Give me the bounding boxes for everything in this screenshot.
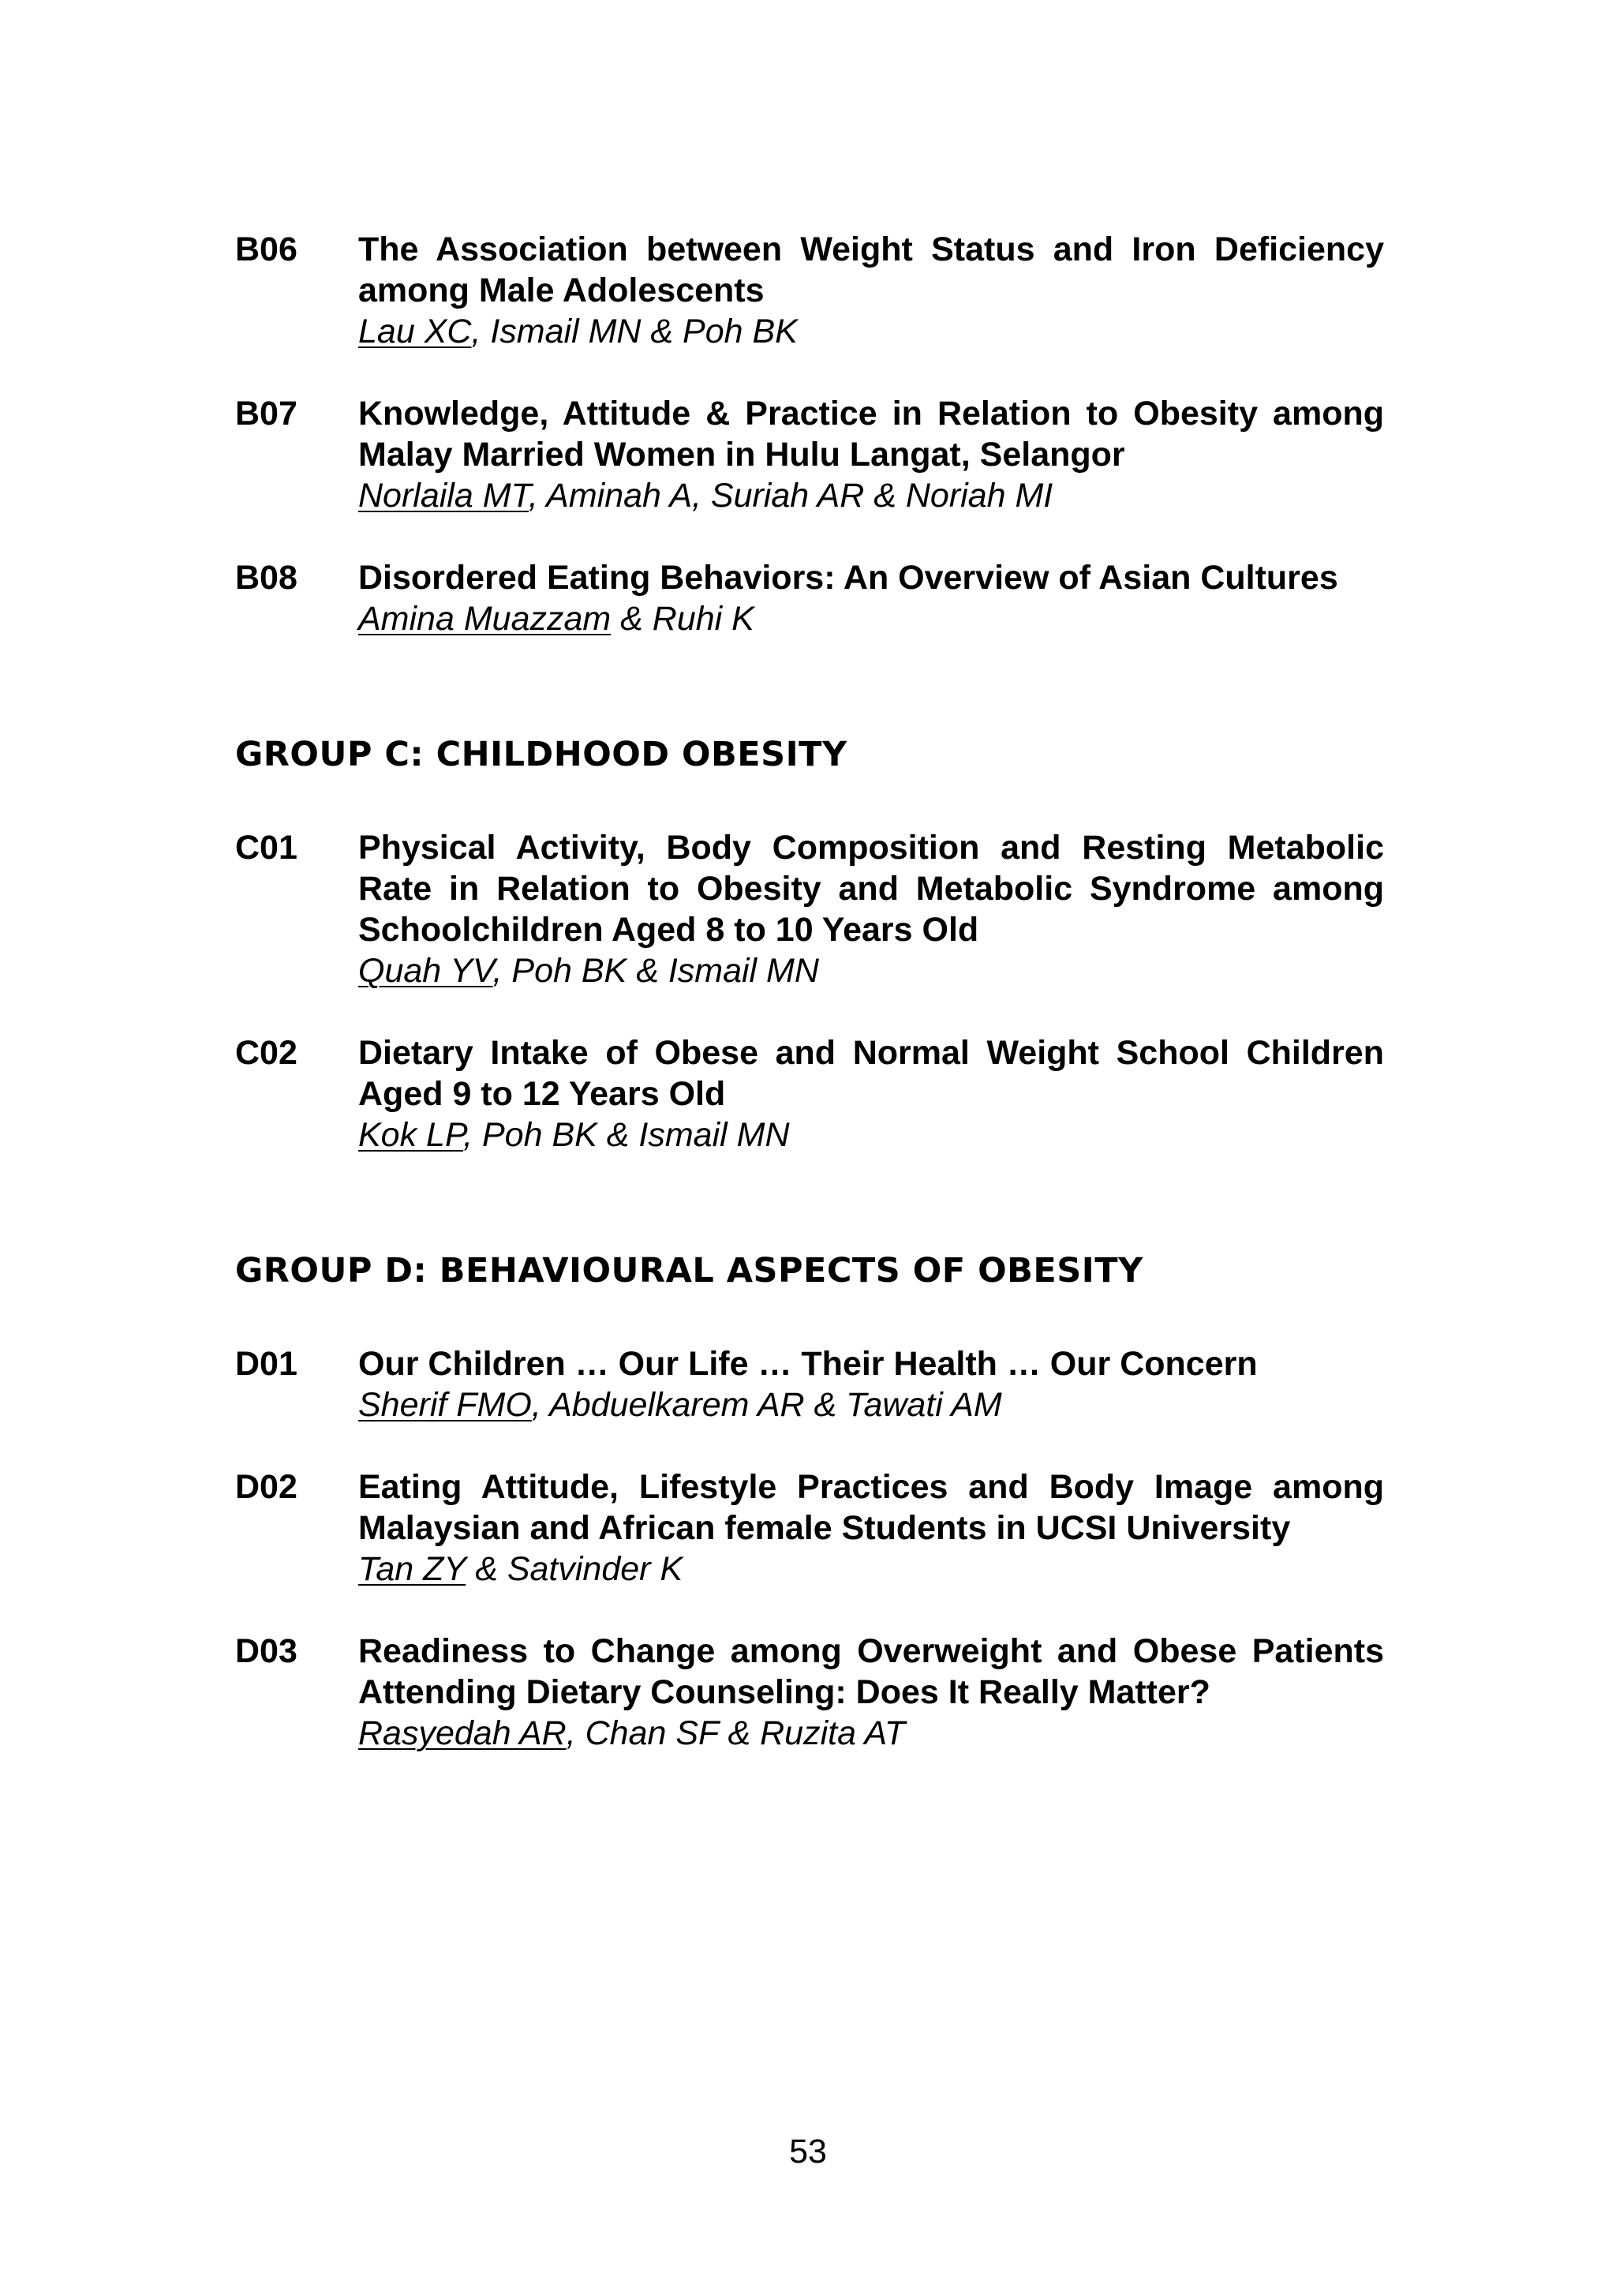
- entry-authors: [358, 1549, 1384, 1590]
- entry-body: [358, 1631, 1384, 1754]
- entry-title: Physical Activity, Body Composition and Resting Metabolic Rate in Relation to Obesity and Metabolic Syndrome among Schoolchildren Aged 8 to 10 Years Old: [358, 829, 1384, 949]
- co-authors: , Poh BK & Ismail MN: [463, 1116, 790, 1154]
- co-authors: , Chan SF & Ruzita AT: [566, 1714, 906, 1752]
- entry-title: Disordered Eating Behaviors: An Overview of Asian Cultures: [358, 559, 1338, 597]
- entry-code: C02: [235, 1034, 297, 1072]
- presenting-author: Amina Muazzam: [358, 600, 612, 638]
- entry-title: The Association between Weight Status and Iron Deficiency among Male Adolescents: [358, 230, 1384, 309]
- group-heading: GROUP C: CHILDHOOD OBESITY: [235, 735, 847, 774]
- entry-title: Readiness to Change among Overweight and Obese Patients Attending Dietary Counseling: Does It Really Matter?: [358, 1632, 1384, 1711]
- entry-body: [358, 229, 1384, 352]
- abstract-entry: [235, 1631, 1384, 1754]
- entry-authors: [358, 950, 1384, 991]
- presenting-author: Tan ZY: [358, 1550, 466, 1588]
- abstract-entry: [235, 827, 1384, 991]
- abstract-entry: [235, 1032, 1384, 1155]
- entry-authors: [358, 475, 1384, 516]
- co-authors: , Ismail MN & Poh BK: [471, 313, 798, 350]
- page-number: 53: [789, 2133, 827, 2171]
- entry-body: [358, 827, 1384, 991]
- abstract-entry: [235, 393, 1384, 516]
- entry-title: Our Children … Our Life … Their Health … Our Concern: [358, 1345, 1258, 1383]
- presenting-author: Rasyedah AR: [358, 1714, 567, 1752]
- entry-code: D01: [235, 1345, 297, 1383]
- entry-title: Eating Attitude, Lifestyle Practices and Body Image among Malaysian and African female Students in UCSI University: [358, 1468, 1384, 1547]
- co-authors: & Ruhi K: [611, 600, 754, 638]
- entry-code: B08: [235, 559, 297, 597]
- presenting-author: Norlaila MT: [358, 477, 529, 515]
- section-group-c: [235, 734, 1384, 1155]
- co-authors: , Abduelkarem AR & Tawati AM: [531, 1386, 1002, 1424]
- section-group-d: [235, 1250, 1384, 1754]
- entry-code: B07: [235, 395, 297, 433]
- entry-authors: [358, 1114, 1384, 1155]
- co-authors: , Poh BK & Ismail MN: [492, 952, 819, 990]
- entry-title: Dietary Intake of Obese and Normal Weight School Children Aged 9 to 12 Years Old: [358, 1034, 1384, 1113]
- entry-authors: [358, 311, 1384, 352]
- entry-body: [358, 557, 1384, 639]
- entry-body: [358, 393, 1384, 516]
- co-authors: , Aminah A, Suriah AR & Noriah MI: [528, 477, 1053, 515]
- entry-authors: [358, 598, 1384, 639]
- presenting-author: Kok LP: [358, 1116, 464, 1154]
- entry-code: D02: [235, 1468, 297, 1506]
- entry-code: D03: [235, 1632, 297, 1670]
- entry-body: [358, 1343, 1384, 1425]
- entry-body: [358, 1032, 1384, 1155]
- presenting-author: Quah YV: [358, 952, 493, 990]
- presenting-author: Lau XC: [358, 313, 472, 350]
- entry-code: B06: [235, 230, 297, 268]
- entry-title: Knowledge, Attitude & Practice in Relation to Obesity among Malay Married Women in Hulu Langat, Selangor: [358, 395, 1384, 474]
- abstract-entry: [235, 1343, 1384, 1425]
- entry-code: C01: [235, 829, 297, 867]
- section-b-continued: [235, 229, 1384, 639]
- document-page: [235, 229, 1384, 1795]
- group-heading: GROUP D: BEHAVIOURAL ASPECTS OF OBESITY: [235, 1251, 1143, 1290]
- abstract-entry: [235, 1466, 1384, 1590]
- co-authors: & Satvinder K: [466, 1550, 683, 1588]
- abstract-entry: [235, 229, 1384, 352]
- entry-authors: [358, 1713, 1384, 1754]
- entry-authors: [358, 1384, 1384, 1425]
- entry-body: [358, 1466, 1384, 1590]
- presenting-author: Sherif FMO: [358, 1386, 532, 1424]
- abstract-entry: [235, 557, 1384, 639]
